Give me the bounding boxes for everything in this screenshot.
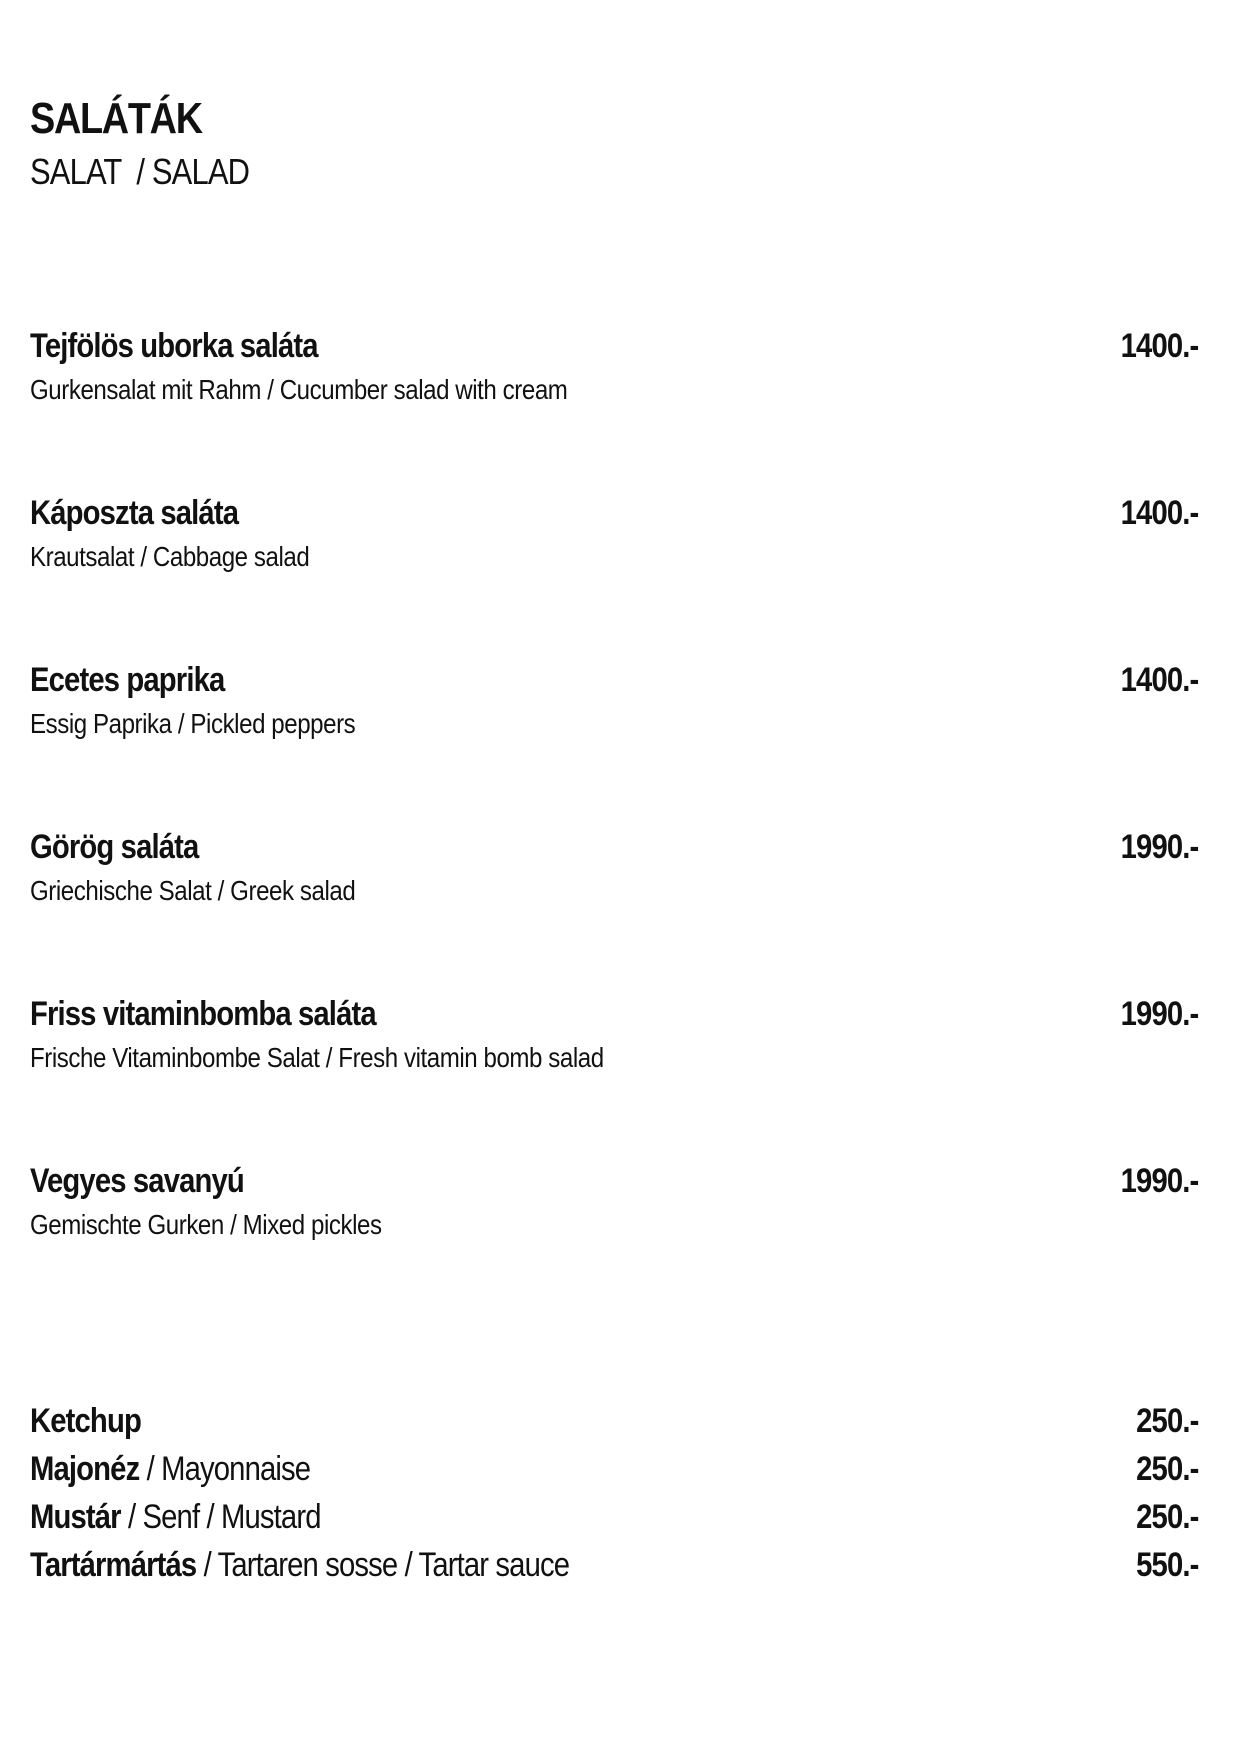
page-title: SALÁTÁK [30,94,202,143]
condiment-name: Majonéz [30,1450,140,1488]
item-description: Griechische Salat / Greek salad [30,875,356,906]
condiment-translation: / Mayonnaise [139,1450,311,1488]
menu-item [30,1160,1210,1242]
menu-item [30,325,1210,407]
item-name: Friss vitaminbomba saláta [30,995,376,1033]
condiment-name: Ketchup [30,1402,141,1440]
condiment-price: 250.- [1135,1498,1198,1536]
item-name: Káposzta saláta [30,494,239,532]
item-name: Tejfölös uborka saláta [30,327,318,365]
item-price: 1400.- [1120,494,1198,532]
condiment-name: Tartármártás [30,1546,197,1584]
item-name: Vegyes savanyú [30,1162,244,1200]
item-name: Görög saláta [30,828,199,866]
condiment-name: Mustár [30,1498,121,1536]
condiment-price: 250.- [1135,1402,1198,1440]
menu-header [30,92,285,194]
condiment-translation: / Tartaren sosse / Tartar sauce [196,1546,570,1584]
item-description: Frische Vitaminbombe Salat / Fresh vitamin bomb salad [30,1042,604,1073]
item-price: 1400.- [1120,661,1198,699]
item-description: Essig Paprika / Pickled peppers [30,708,356,739]
condiment-price: 250.- [1135,1450,1198,1488]
item-price: 1400.- [1120,327,1198,365]
item-description: Gurkensalat mit Rahm / Cucumber salad with cream [30,374,568,405]
item-price: 1990.- [1120,995,1198,1033]
condiment-price: 550.- [1135,1546,1198,1584]
condiments-list [30,1400,1210,1592]
condiment-row [30,1400,1210,1448]
item-description: Krautsalat / Cabbage salad [30,541,310,572]
menu-item [30,826,1210,908]
menu-item [30,993,1210,1075]
item-price: 1990.- [1120,828,1198,866]
condiment-translation: / Senf / Mustard [120,1498,321,1536]
item-name: Ecetes paprika [30,661,225,699]
menu-item [30,492,1210,574]
menu-item [30,659,1210,741]
condiment-row [30,1496,1210,1544]
condiment-row [30,1544,1210,1592]
condiment-row [30,1448,1210,1496]
item-description: Gemischte Gurken / Mixed pickles [30,1209,382,1240]
item-price: 1990.- [1120,1162,1198,1200]
page-subtitle: SALAT / SALAD [30,151,250,192]
